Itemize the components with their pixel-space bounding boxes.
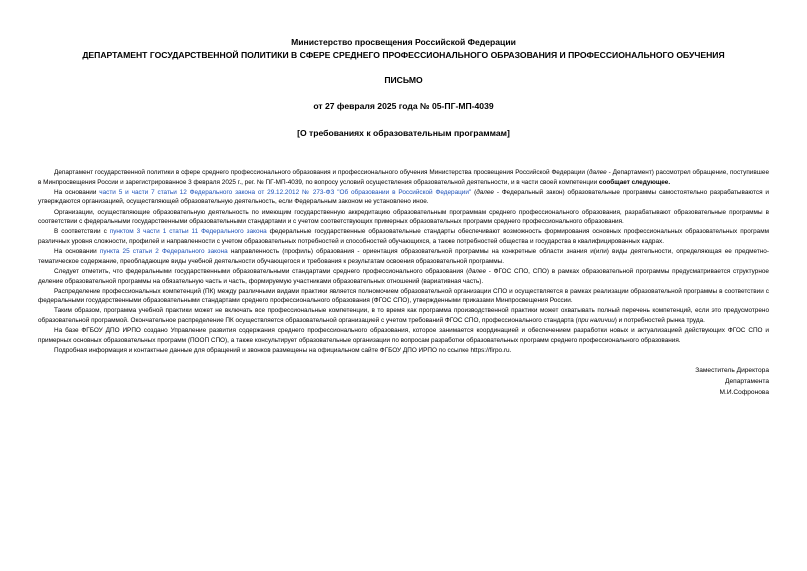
- paragraph-7: Распределение профессиональных компетенций (ПК) между различными видами практики является полномочием образовательной организации СПО и осуществляется в рамках реализации образовательной программы в соответствии с федеральными государственными образовательными стандартами среднего профессионального образования (ФГОС СПО), утвержденными приказами Минпросвещения России.: [38, 287, 769, 305]
- paragraph-3: Организации, осуществляющие образовательную деятельность по имеющим государственную аккредитацию образовательным программам среднего профессионального образования, разрабатывают образовательные программы в соответствии с федеральными государственными образовательными стандартами и с учетом соответствующих примерных образовательных программ среднего профессионального образования.: [38, 208, 769, 226]
- signer-name: М.И.Софронова: [719, 388, 769, 396]
- paragraph-6: Следует отметить, что федеральными государственными образовательными стандартами среднего профессионального образования (далее - ФГОС СПО, СПО) в рамках образовательной программы предусматривается структурное деление образовательной программы на обязательную часть и часть, формируемую участниками образовательных отношений (вариативная часть).: [38, 267, 769, 285]
- signer-position: Заместитель Директора: [695, 366, 769, 374]
- paragraph-4: В соответствии с пунктом 3 части 1 статьи 11 Федерального закона федеральные государственные образовательные стандарты обеспечивают возможность формирования основных профессиональных образовательных программ различных уровня сложности, профилей и направленности с учетом образовательных потребностей и способностей обучающихся, а также потребностей общества и государства в квалифицированных кадрах.: [38, 228, 770, 245]
- document-subject: [О требованиях к образовательным программам]: [297, 128, 510, 138]
- law-link-article-11[interactable]: пунктом 3 части 1 статьи 11 Федерального закона: [109, 228, 267, 236]
- paragraph-5: На основании пункта 25 статьи 2 Федерального закона направленность (профиль) образования - ориентация образовательной программы на конкретные области знания и(или) виды деятельности, определяющая ее предметно-тематическое содержание, преобладающие виды учебной деятельности обучающегося и требования к результатам освоения образовательной программы.: [38, 248, 769, 265]
- ministry-name: Министерство просвещения Российской Федерации: [291, 37, 516, 47]
- paragraph-10: Подробная информация и контактные данные для обращений и звонков размещены на официальном сайте ФГБОУ ДПО ИРПО по ссылке https://firpo.ru.: [54, 347, 512, 355]
- law-link-article-2[interactable]: пункта 25 статьи 2 Федерального закона: [99, 248, 228, 256]
- paragraph-9: На базе ФГБОУ ДПО ИРПО создано Управление развития содержания среднего профессионального образования, которое занимается координацией и обеспечением разработки новых и актуализацией действующих ФГОС СПО и примерных основных образовательных программ (ПООП СПО), а также консультирует образовательные организации по вопросам разработки образовательных программ среднего профессионального образования.: [38, 327, 769, 344]
- signer-department: Департамента: [725, 377, 769, 385]
- document-type: ПИСЬМО: [384, 75, 423, 85]
- document-header: [38, 0, 769, 139]
- signature-block: [38, 365, 769, 398]
- document-body: [38, 168, 769, 356]
- document-date-number: от 27 февраля 2025 года № 05-ПГ-МП-4039: [313, 101, 494, 111]
- paragraph-2: На основании части 5 и части 7 статьи 12 Федерального закона от 29.12.2012 № 273-ФЗ "Об образовании в Российской Федерации" (далее - Федеральный закон) образовательные программы самостоятельно разрабатываются и утверждаются организацией, осуществляющей образовательную деятельность, если Федеральным законом не установлено иное.: [38, 188, 770, 206]
- department-name: ДЕПАРТАМЕНТ ГОСУДАРСТВЕННОЙ ПОЛИТИКИ В СФЕРЕ СРЕДНЕГО ПРОФЕССИОНАЛЬНОГО ОБРАЗОВАНИЯ И ПРОФЕССИОНАЛЬНОГО ОБУЧЕНИЯ: [82, 50, 725, 60]
- paragraph-1: Департамент государственной политики в сфере среднего профессионального образования и профессионального обучения Министерства просвещения Российской Федерации (далее - Департамент) рассмотрел обращение, поступившее в Минпросвещения России и зарегистрированное 3 февраля 2025 г., рег. № ПГ-МП-4039, по вопросу условий осуществления образовательной деятельности, и в части своей компетенции сообщает следующее.: [38, 169, 770, 186]
- law-link-article-12[interactable]: части 5 и части 7 статьи 12 Федерального закона от 29.12.2012 № 273-ФЗ "Об образовании в Российской Федерации": [99, 188, 472, 196]
- paragraph-8: Таким образом, программа учебной практики может не включать все профессиональные компетенции, в то время как программа производственной практики может охватывать полный перечень компетенций, если это предусмотрено образовательной программой. Окончательное распределение ПК осуществляется образовательной организацией с учетом требований ФГОС СПО, профессионального стандарта (при наличии) и потребностей рынка труда.: [38, 307, 769, 325]
